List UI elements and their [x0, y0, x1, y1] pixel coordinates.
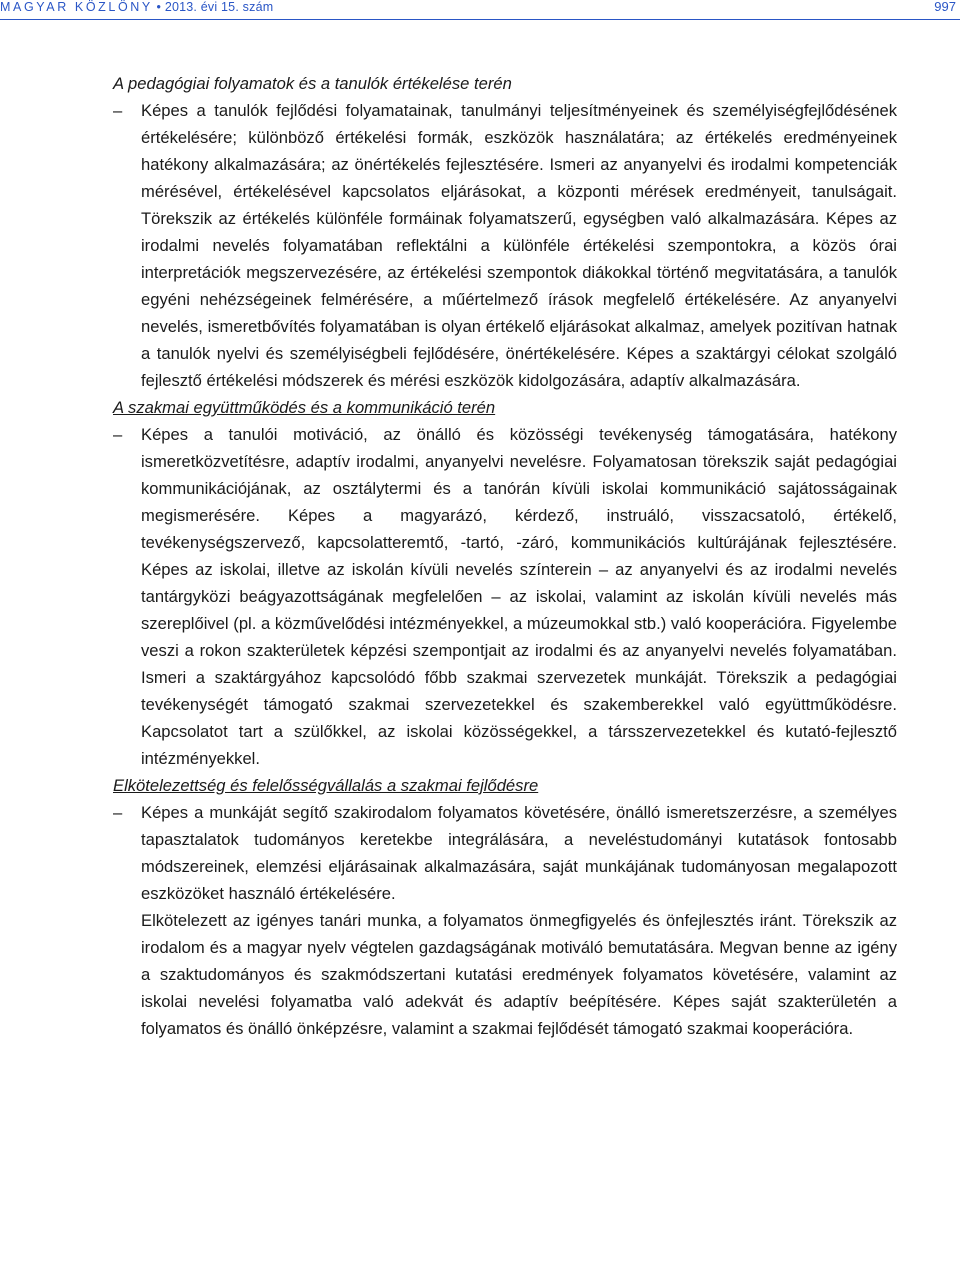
running-head	[0, 0, 273, 14]
paragraph-text: Képes a tanulói motiváció, az önálló és közösségi tevékenység támogatására, hatékony ismeretközvetítésre, adaptív irodalmi, anyanyelvi nevelésre. Folyamatosan törekszik saját pedagógiai kommunikációjának, az osztálytermi és a tanórán kívüli iskolai kommunikáció sajátosságainak megismerésére. Képes a magyarázó, kérdező, instruáló, visszacsatoló, értékelő, tevékenységszervező, kapcsolatteremtő, -tartó, -záró, kommunikációs kultúrájának fejlesztésére. Képes az iskolai, illetve az iskolán kívüli nevelés színterein – az anyanyelvi és az irodalmi nevelés tantárgyközi beágyazottságának megfelelően – az iskolai, valamint az iskolán kívüli nevelés más szereplőivel (pl. a közművelődési intézményekkel, a múzeumokkal stb.) való kooperációra. Figyelembe veszi a rokon szakterületek képzési szempontjait az irodalmi és az anyanyelvi nevelés folyamatában. Ismeri a szaktárgyához kapcsolódó főbb szakmai szervezetek munkáját. Törekszik a pedagógiai tevékenységét támogató szakmai szervezetekkel és szakemberekkel való együttműködésre. Kapcsolatot tart a szülőkkel, az iskolai közösségekkel, a társszervezetekkel és kutató-fejlesztő intézményekkel.	[141, 425, 897, 768]
list-item	[113, 799, 897, 907]
paragraph-text: Elkötelezett az igényes tanári munka, a folyamatos önmegfigyelés és önfejlesztés iránt. Törekszik az irodalom és a magyar nyelv végtelen gazdagságának motiváló bemutatására. Megvan benne az igény a szaktudományos és szakmódszertani kutatási eredmények folyamatos követésére, valamint az iskolai nevelési folyamatba való adekvát és adaptív beépítésére. Képes saját szakterületén a folyamatos és önálló önképzésre, valamint a szakmai fejlődését támogató szakmai kooperációra.	[141, 911, 897, 1038]
issue-label: 2013. évi 15. szám	[164, 0, 274, 14]
header-bullet: •	[156, 0, 162, 14]
page-header	[0, 0, 960, 16]
paragraph-text: Képes a munkáját segítő szakirodalom folyamatos követésére, önálló ismeretszerzésre, a személyes tapasztalatok tudományos keretekbe integrálására, a neveléstudományi kutatások fontosabb módszereinek, elemzési eljárásainak alkalmazására, saját munkájának tudományosan megalapozott eszközöket használó értékelésére.	[141, 803, 897, 903]
section-assessment	[113, 70, 897, 394]
document-body	[113, 70, 897, 1042]
dash-bullet: –	[113, 101, 123, 120]
publication-name: MAGYAR KÖZLÖNY	[0, 0, 153, 14]
header-rule	[0, 19, 960, 20]
paragraph-text: Képes a tanulók fejlődési folyamatainak, tanulmányi teljesítményeinek és személyiségfejlődésének értékelésére; különböző értékelési formák, eszközök használatára; az értékelés eredményeinek hatékony alkalmazására; az önértékelés fejlesztésére. Ismeri az anyanyelvi és irodalmi kompetenciák mérésével, értékelésével kapcsolatos eljárásokat, a központi mérések eredményeit, tanulságait. Törekszik az értékelés különféle formáinak folyamatszerű, egységben való alkalmazására. Képes az irodalmi nevelés folyamatában reflektálni a különféle értékelési szempontokra, a közös órai interpretációk megszervezésére, az értékelési szempontok diákokkal történő megvitatására, a tanulók egyéni nehézségeinek felmérésére, a műértelmező írások megfelelő értékelésére. Az anyanyelvi nevelés, ismeretbővítés folyamatában is olyan értékelő eljárásokat alkalmaz, amelyek pozitívan hatnak a tanulók nyelvi és személyiségbeli fejlődésére, önértékelésére. Képes a szaktárgyi célokat szolgáló fejlesztő értékelési módszerek és mérési eszközök kidolgozására, adaptív alkalmazására.	[141, 101, 897, 390]
section-cooperation	[113, 394, 897, 772]
list-item	[113, 97, 897, 394]
section-heading: A pedagógiai folyamatok és a tanulók értékelése terén	[113, 74, 512, 93]
dash-bullet: –	[113, 425, 123, 444]
dash-bullet: –	[113, 803, 123, 822]
list-item	[113, 421, 897, 772]
section-heading: Elkötelezettség és felelősségvállalás a szakmai fejlődésre	[113, 776, 539, 795]
section-heading: A szakmai együttműködés és a kommunikáció terén	[113, 398, 496, 417]
page-number: 997	[934, 0, 956, 14]
section-commitment	[113, 772, 897, 1042]
